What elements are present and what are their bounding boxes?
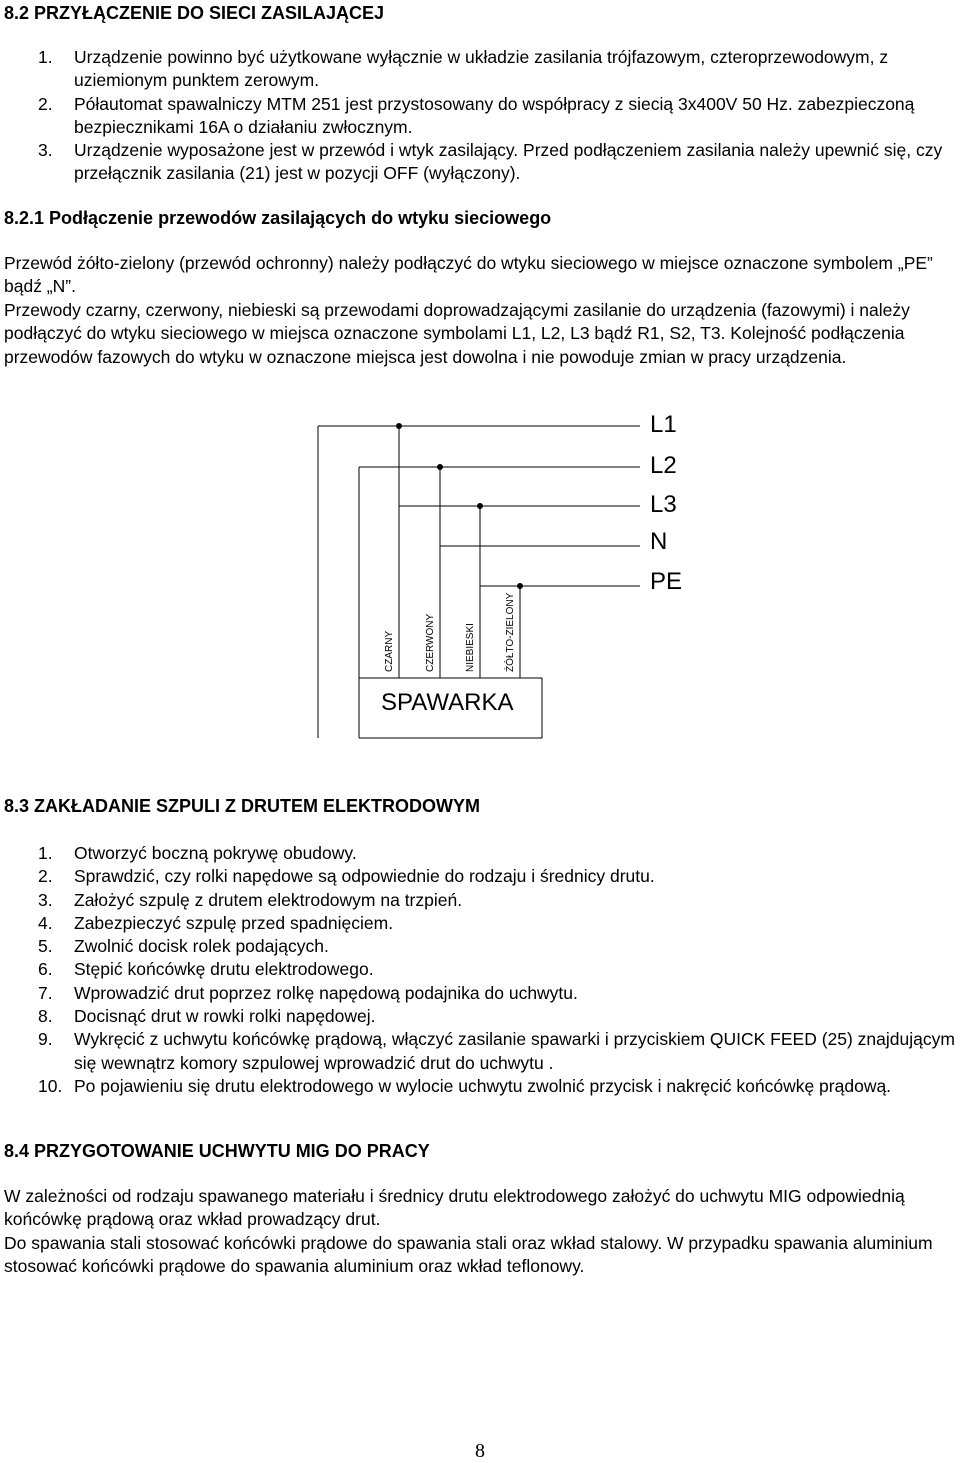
section-heading-8-4: 8.4 PRZYGOTOWANIE UCHWYTU MIG DO PRACY (4, 1141, 430, 1161)
list-number: 10. (38, 1075, 63, 1096)
wiring-diagram (0, 395, 960, 755)
label-wire-blue: NIEBIESKI (465, 623, 476, 672)
junction-dot (396, 423, 402, 429)
list-number: 8. (38, 1006, 53, 1027)
junction-dot (477, 503, 483, 509)
list-text: Docisnąć drut w rowki rolki napędowej. (74, 1006, 376, 1027)
label-wire-black: CZARNY (384, 630, 395, 672)
list-item (0, 982, 960, 1005)
label-L2: L2 (650, 452, 677, 479)
list-item (0, 958, 960, 981)
page-number: 8 (475, 1440, 485, 1462)
list-number: 5. (38, 936, 53, 957)
list-text: Zabezpieczyć szpulę przed spadnięciem. (74, 912, 394, 933)
label-wire-red: CZERWONY (425, 613, 436, 672)
mig-nozzle-paragraph: W zależności od rodzaju spawanego materiału i średnicy drutu elektrodowego założyć do uchwytu MIG odpowiednią końcówkę prądową oraz wkład prowadzący drut. (4, 1186, 905, 1230)
list-text: Stępić końcówkę drutu elektrodowego. (74, 959, 374, 980)
connection-requirements-list (0, 46, 960, 186)
list-number: 7. (38, 982, 53, 1003)
label-L3: L3 (650, 491, 677, 518)
list-text: Półautomat spawalniczy MTM 251 jest przystosowany do współpracy z siecią 3x400V 50 Hz. zabezpieczoną bezpiecznikami 16A o działaniu zwłocznym. (74, 93, 915, 137)
list-text: Wprowadzić drut poprzez rolkę napędową podajnika do uchwytu. (74, 982, 578, 1003)
device-label: SPAWARKA (381, 689, 514, 716)
list-text: Założyć szpulę z drutem elektrodowym na trzpień. (74, 889, 463, 910)
list-item (0, 842, 960, 865)
wire-labels (384, 592, 516, 672)
list-number: 4. (38, 912, 53, 933)
list-item (0, 1005, 960, 1028)
list-number: 3. (38, 889, 53, 910)
label-wire-yellow-green: ŻÓŁTO-ZIELONY (505, 592, 516, 672)
list-text: Urządzenie wyposażone jest w przewód i wtyk zasilający. Przed podłączeniem zasilania należy upewnić się, czy przełącznik zasilania (21) jest w pozycji OFF (wyłączony). (74, 140, 943, 184)
list-number: 1. (38, 47, 53, 67)
line-labels (650, 411, 682, 595)
list-item (0, 912, 960, 935)
section-heading-8-2: 8.2 PRZYŁĄCZENIE DO SIECI ZASILAJĄCEJ (4, 3, 385, 23)
list-item (0, 1028, 960, 1075)
list-item (0, 1075, 960, 1098)
section-heading-8-3: 8.3 ZAKŁADANIE SZPULI Z DRUTEM ELEKTRODOWYM (4, 796, 480, 816)
label-PE: PE (650, 568, 683, 595)
list-text: Zwolnić docisk rolek podających. (74, 936, 329, 957)
list-number: 6. (38, 959, 53, 980)
protective-wire-paragraph: Przewód żółto-zielony (przewód ochronny) należy podłączyć do wtyku sieciowego w miejsce oznaczone symbolem „PE” bądź „N”. (4, 253, 933, 297)
list-item (0, 865, 960, 888)
section-heading-8-2-1: 8.2.1 Podłączenie przewodów zasilających do wtyku sieciowego (4, 208, 552, 228)
steel-aluminium-paragraph: Do spawania stali stosować końcówki prądowe do spawania stali oraz wkład stalowy. W przypadku spawania aluminium stosować końcówki prądowe do spawania aluminium oraz wkład teflonowy. (4, 1233, 933, 1277)
list-number: 1. (38, 843, 53, 863)
junction-dot (437, 464, 443, 470)
spool-installation-steps (0, 842, 960, 1098)
list-text: Urządzenie powinno być użytkowane wyłącznie w układzie zasilania trójfazowym, czteroprzewodowym, z uziemionym punktem zerowym. (74, 47, 889, 91)
list-text: Po pojawieniu się drutu elektrodowego w wylocie uchwytu zwolnić przycisk i nakręcić końcówkę prądową. (74, 1075, 892, 1096)
list-item (0, 46, 960, 93)
list-item (0, 93, 960, 140)
phase-wires-paragraph: Przewody czarny, czerwony, niebieski są przewodami doprowadzającymi zasilanie do urządzenia (fazowymi) i należy podłączyć do wtyku sieciowego w miejsca oznaczone symbolami L1, L2, L3 bądź R1, S2, T3. Kolejność podłączenia przewodów fazowych do wtyku w oznaczone miejsca jest dowolna i nie powoduje zmian w pracy urządzenia. (4, 300, 910, 367)
list-text: Sprawdzić, czy rolki napędowe są odpowiednie do rodzaju i średnicy drutu. (74, 866, 655, 887)
label-L1: L1 (650, 411, 677, 438)
list-item (0, 889, 960, 912)
list-number: 2. (38, 93, 53, 114)
junction-dot (517, 583, 523, 589)
list-number: 3. (38, 140, 53, 161)
list-item (0, 935, 960, 958)
label-N: N (650, 528, 668, 555)
list-number: 9. (38, 1029, 53, 1050)
list-text: Wykręcić z uchwytu końcówkę prądową, włączyć zasilanie spawarki i przyciskiem QUICK FEED (25) znajdującym się wewnątrz komory szpulowej wprowadzić drut do uchwytu . (74, 1029, 955, 1073)
list-text: Otworzyć boczną pokrywę obudowy. (74, 843, 357, 863)
list-item (0, 139, 960, 186)
list-number: 2. (38, 866, 53, 887)
